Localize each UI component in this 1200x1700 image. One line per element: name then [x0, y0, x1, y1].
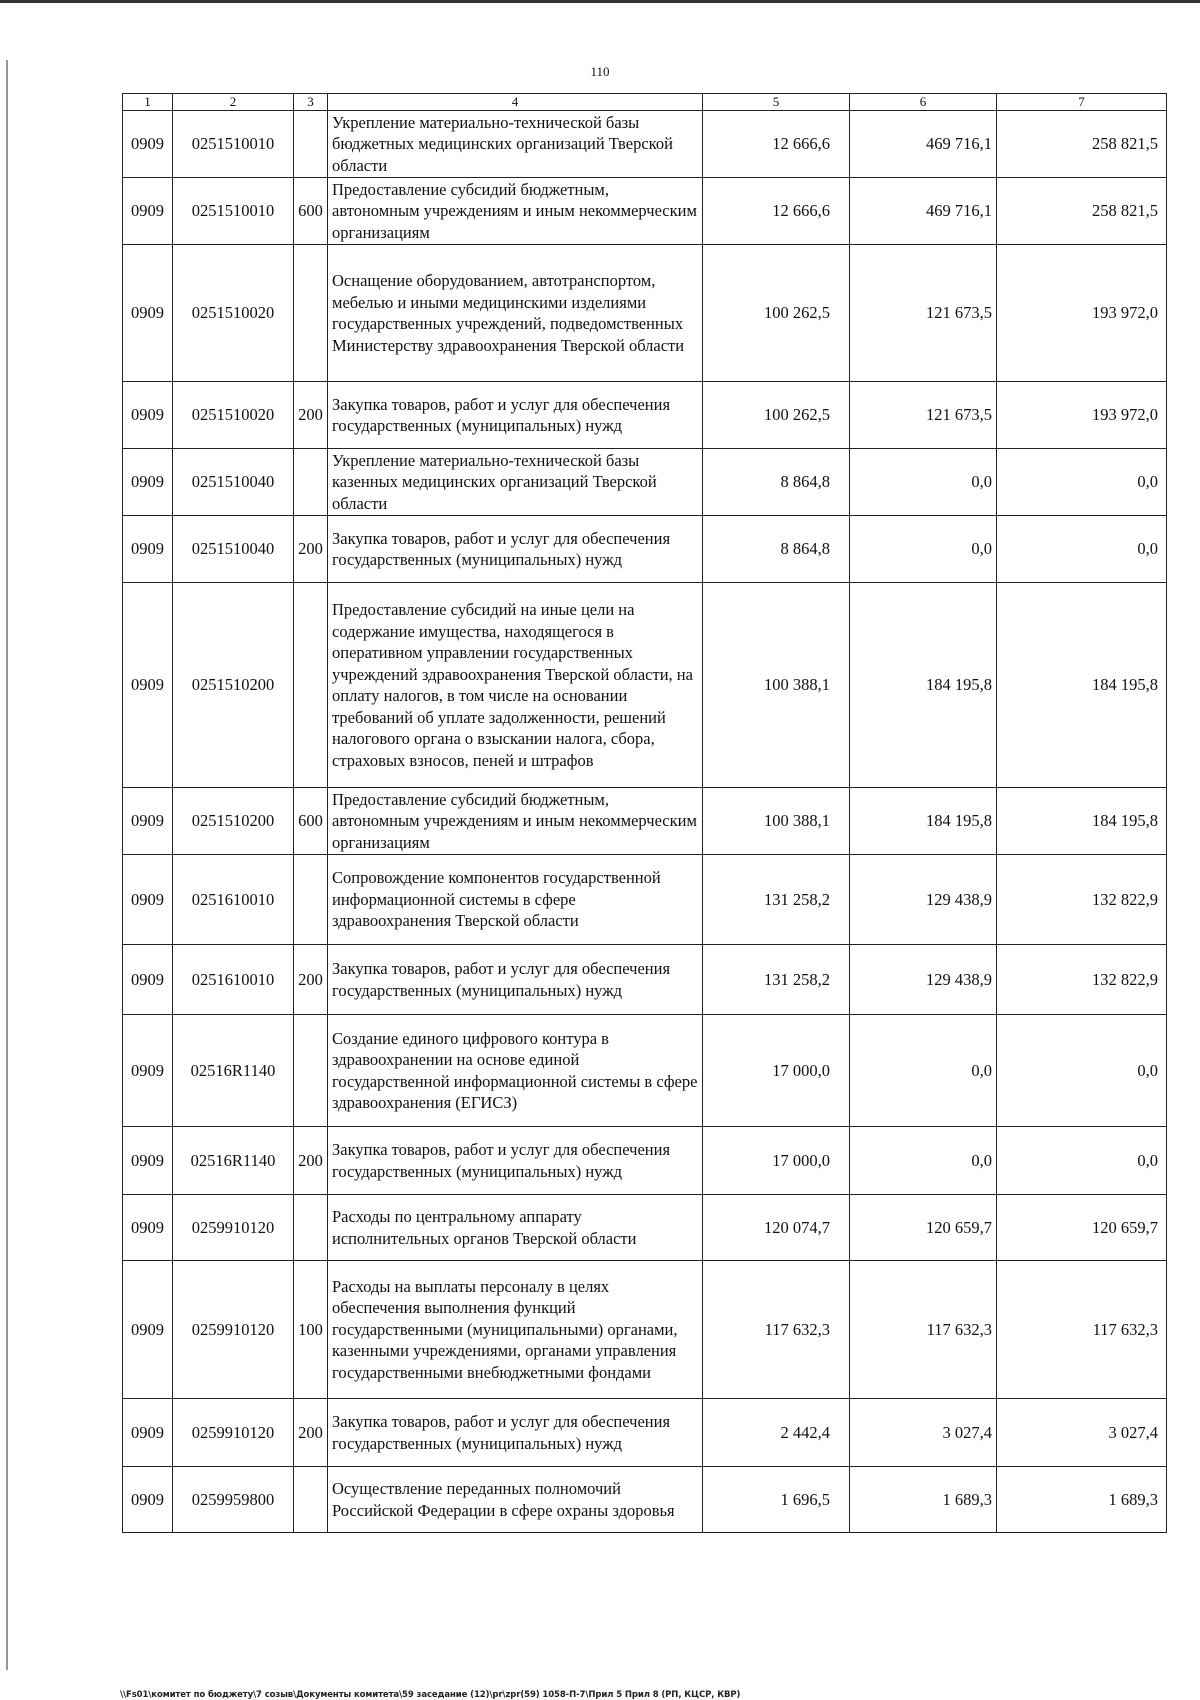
amount-col7: 3 027,4	[997, 1399, 1167, 1467]
target-article-code: 0251510020	[173, 382, 294, 449]
column-header: 3	[294, 94, 328, 111]
section-code: 0909	[123, 449, 173, 516]
section-code: 0909	[123, 1261, 173, 1399]
amount-col5: 2 442,4	[703, 1399, 850, 1467]
column-number-row	[123, 94, 1167, 111]
amount-col7: 258 821,5	[997, 178, 1167, 245]
amount-col6: 121 673,5	[850, 382, 997, 449]
expense-type-code	[294, 449, 328, 516]
row-description: Расходы по центральному аппарату исполнительных органов Тверской области	[328, 1195, 703, 1261]
expense-type-code	[294, 1467, 328, 1533]
section-code: 0909	[123, 1195, 173, 1261]
amount-col6: 0,0	[850, 516, 997, 583]
table-row	[123, 449, 1167, 516]
table-row	[123, 1261, 1167, 1399]
target-article-code: 0251510010	[173, 111, 294, 178]
expense-type-code	[294, 1015, 328, 1127]
amount-col6: 3 027,4	[850, 1399, 997, 1467]
column-header: 4	[328, 94, 703, 111]
column-header: 1	[123, 94, 173, 111]
expense-type-code: 200	[294, 945, 328, 1015]
expense-type-code: 200	[294, 1127, 328, 1195]
expense-type-code: 200	[294, 516, 328, 583]
section-code: 0909	[123, 1127, 173, 1195]
table-row	[123, 382, 1167, 449]
amount-col7: 193 972,0	[997, 382, 1167, 449]
amount-col5: 17 000,0	[703, 1127, 850, 1195]
amount-col7: 258 821,5	[997, 111, 1167, 178]
table-row	[123, 855, 1167, 945]
expense-type-code	[294, 855, 328, 945]
target-article-code: 0251510040	[173, 449, 294, 516]
expense-type-code	[294, 1195, 328, 1261]
amount-col7: 0,0	[997, 1127, 1167, 1195]
expense-type-code	[294, 583, 328, 788]
amount-col5: 117 632,3	[703, 1261, 850, 1399]
amount-col7: 117 632,3	[997, 1261, 1167, 1399]
amount-col5: 1 696,5	[703, 1467, 850, 1533]
section-code: 0909	[123, 1015, 173, 1127]
amount-col5: 8 864,8	[703, 516, 850, 583]
section-code: 0909	[123, 1467, 173, 1533]
amount-col6: 184 195,8	[850, 583, 997, 788]
target-article-code: 0251610010	[173, 945, 294, 1015]
column-header: 6	[850, 94, 997, 111]
section-code: 0909	[123, 516, 173, 583]
target-article-code: 02516R1140	[173, 1015, 294, 1127]
amount-col6: 184 195,8	[850, 788, 997, 855]
expense-type-code: 600	[294, 788, 328, 855]
amount-col5: 12 666,6	[703, 178, 850, 245]
amount-col6: 121 673,5	[850, 245, 997, 382]
row-description: Закупка товаров, работ и услуг для обеспечения государственных (муниципальных) нужд	[328, 1399, 703, 1467]
target-article-code: 0259910120	[173, 1195, 294, 1261]
amount-col7: 0,0	[997, 516, 1167, 583]
expense-type-code: 600	[294, 178, 328, 245]
table-row	[123, 245, 1167, 382]
amount-col6: 469 716,1	[850, 111, 997, 178]
expense-type-code: 200	[294, 1399, 328, 1467]
section-code: 0909	[123, 1399, 173, 1467]
amount-col5: 8 864,8	[703, 449, 850, 516]
section-code: 0909	[123, 245, 173, 382]
row-description: Предоставление субсидий бюджетным, автономным учреждениям и иным некоммерческим организациям	[328, 178, 703, 245]
section-code: 0909	[123, 945, 173, 1015]
amount-col7: 132 822,9	[997, 945, 1167, 1015]
amount-col5: 100 262,5	[703, 245, 850, 382]
amount-col6: 117 632,3	[850, 1261, 997, 1399]
table-row	[123, 111, 1167, 178]
section-code: 0909	[123, 583, 173, 788]
row-description: Создание единого цифрового контура в здравоохранении на основе единой государственной информационной системы в сфере здравоохранения (ЕГИСЗ)	[328, 1015, 703, 1127]
amount-col7: 193 972,0	[997, 245, 1167, 382]
amount-col5: 120 074,7	[703, 1195, 850, 1261]
amount-col5: 100 262,5	[703, 382, 850, 449]
table-row	[123, 516, 1167, 583]
expense-type-code	[294, 111, 328, 178]
row-description: Сопровождение компонентов государственной информационной системы в сфере здравоохранения Тверской области	[328, 855, 703, 945]
column-header: 5	[703, 94, 850, 111]
table-row	[123, 945, 1167, 1015]
amount-col7: 184 195,8	[997, 788, 1167, 855]
amount-col6: 1 689,3	[850, 1467, 997, 1533]
table-row	[123, 1127, 1167, 1195]
amount-col6: 129 438,9	[850, 855, 997, 945]
amount-col6: 0,0	[850, 449, 997, 516]
section-code: 0909	[123, 111, 173, 178]
document-file-path: \\Fs01\комитет по бюджету\7 созыв\Документы комитета\59 заседание (12)\pr\zpr(59) 1058-П-7\Прил 5 Прил 8 (РП, КЦСР, КВР)	[120, 1690, 741, 1700]
amount-col5: 17 000,0	[703, 1015, 850, 1127]
table-row	[123, 1399, 1167, 1467]
column-header: 7	[997, 94, 1167, 111]
page-number: 110	[590, 64, 610, 79]
row-description: Оснащение оборудованием, автотранспортом, мебелью и иными медицинскими изделиями государственных учреждений, подведомственных Министерству здравоохранения Тверской области	[328, 245, 703, 382]
amount-col6: 0,0	[850, 1015, 997, 1127]
amount-col6: 120 659,7	[850, 1195, 997, 1261]
row-description: Укрепление материально-технической базы казенных медицинских организаций Тверской области	[328, 449, 703, 516]
table-row	[123, 1195, 1167, 1261]
column-header: 2	[173, 94, 294, 111]
amount-col7: 132 822,9	[997, 855, 1167, 945]
target-article-code: 0259910120	[173, 1261, 294, 1399]
row-description: Предоставление субсидий бюджетным, автономным учреждениям и иным некоммерческим организациям	[328, 788, 703, 855]
target-article-code: 0251510200	[173, 583, 294, 788]
amount-col5: 100 388,1	[703, 788, 850, 855]
target-article-code: 0251510200	[173, 788, 294, 855]
scan-top-edge	[0, 0, 1200, 3]
table-row	[123, 788, 1167, 855]
target-article-code: 0251510010	[173, 178, 294, 245]
expense-type-code: 100	[294, 1261, 328, 1399]
expense-type-code	[294, 245, 328, 382]
amount-col5: 131 258,2	[703, 855, 850, 945]
section-code: 0909	[123, 788, 173, 855]
amount-col6: 469 716,1	[850, 178, 997, 245]
table-row	[123, 583, 1167, 788]
section-code: 0909	[123, 855, 173, 945]
target-article-code: 0259959800	[173, 1467, 294, 1533]
table-row	[123, 1015, 1167, 1127]
row-description: Закупка товаров, работ и услуг для обеспечения государственных (муниципальных) нужд	[328, 516, 703, 583]
scan-left-edge	[6, 60, 8, 1670]
amount-col7: 184 195,8	[997, 583, 1167, 788]
row-description: Укрепление материально-технической базы бюджетных медицинских организаций Тверской области	[328, 111, 703, 178]
amount-col6: 0,0	[850, 1127, 997, 1195]
amount-col7: 0,0	[997, 1015, 1167, 1127]
row-description: Предоставление субсидий на иные цели на содержание имущества, находящегося в оперативном управлении государственных учреждений здравоохранения Тверской области, на оплату налогов, в том числе на основании требований об уплате задолженности, решений налогового органа о взыскании налога, сбора, страховых взносов, пеней и штрафов	[328, 583, 703, 788]
target-article-code: 0259910120	[173, 1399, 294, 1467]
amount-col5: 12 666,6	[703, 111, 850, 178]
table-row	[123, 178, 1167, 245]
row-description: Закупка товаров, работ и услуг для обеспечения государственных (муниципальных) нужд	[328, 1127, 703, 1195]
amount-col5: 100 388,1	[703, 583, 850, 788]
target-article-code: 0251510040	[173, 516, 294, 583]
amount-col5: 131 258,2	[703, 945, 850, 1015]
amount-col7: 120 659,7	[997, 1195, 1167, 1261]
expense-type-code: 200	[294, 382, 328, 449]
amount-col6: 129 438,9	[850, 945, 997, 1015]
table-row	[123, 1467, 1167, 1533]
target-article-code: 02516R1140	[173, 1127, 294, 1195]
amount-col7: 0,0	[997, 449, 1167, 516]
target-article-code: 0251610010	[173, 855, 294, 945]
row-description: Закупка товаров, работ и услуг для обеспечения государственных (муниципальных) нужд	[328, 382, 703, 449]
amount-col7: 1 689,3	[997, 1467, 1167, 1533]
row-description: Осуществление переданных полномочий Российской Федерации в сфере охраны здоровья	[328, 1467, 703, 1533]
target-article-code: 0251510020	[173, 245, 294, 382]
section-code: 0909	[123, 178, 173, 245]
row-description: Закупка товаров, работ и услуг для обеспечения государственных (муниципальных) нужд	[328, 945, 703, 1015]
row-description: Расходы на выплаты персоналу в целях обеспечения выполнения функций государственными (муниципальными) органами, казенными учреждениями, органами управления государственными внебюджетными фондами	[328, 1261, 703, 1399]
budget-table	[122, 93, 1167, 1533]
section-code: 0909	[123, 382, 173, 449]
